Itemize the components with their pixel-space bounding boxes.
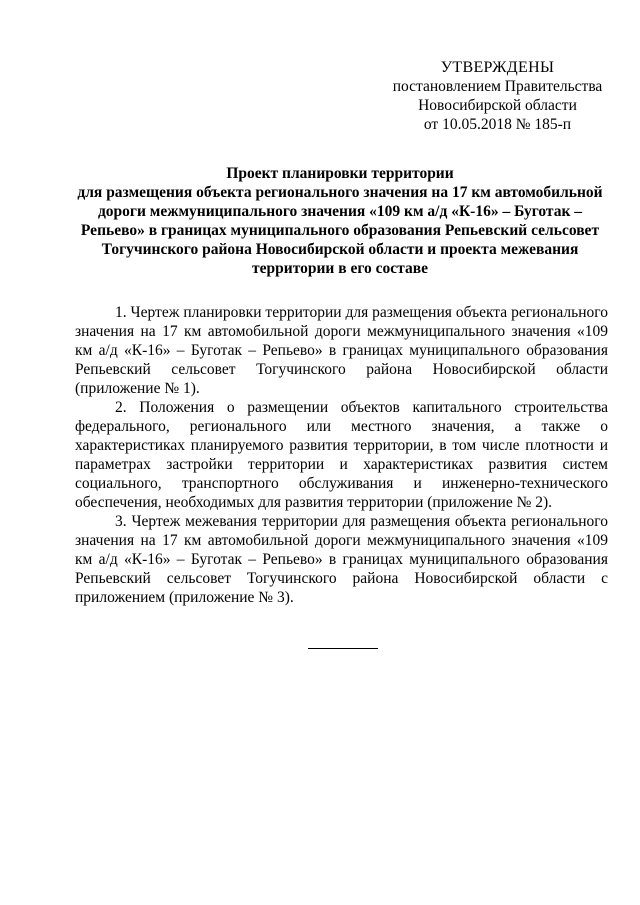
- approval-line: Новосибирской области: [418, 97, 577, 114]
- approval-line: постановлением Правительства: [392, 78, 603, 95]
- approval-heading: УТВЕРЖДЕНЫ: [440, 59, 555, 76]
- approval-stamp: [380, 58, 615, 134]
- approval-date-number: от 10.05.2018 № 185-п: [423, 116, 572, 133]
- title-line: Тогучинского района Новосибирской области и проекта межевания: [101, 241, 579, 258]
- document-title: [70, 164, 610, 278]
- title-line: дороги межмуниципального значения «109 км а/д «К-16» – Буготак –: [97, 203, 583, 220]
- list-item: 3. Чертеж межевания территории для размещения объекта регионального значения на 17 км автомобильной дороги межмуниципального значения «109 км а/д «К-16» – Буготак – Репьево» в границах муниципального образования Репьевский сельсовет Тогучинского района Новосибирской области с приложением (приложение № 3).: [75, 513, 608, 606]
- title-line: для размещения объекта регионального значения на 17 км автомобильной: [77, 184, 603, 201]
- list-item: 1. Чертеж планировки территории для размещения объекта регионального значения на 17 км автомобильной дороги межмуниципального значения «109 км а/д «К-16» – Буготак – Репьево» в границах муниципального образования Репьевский сельсовет Тогучинского района Новосибирской области (приложение № 1).: [75, 304, 608, 397]
- closing-divider: [308, 648, 378, 649]
- title-line: территории в его составе: [252, 260, 428, 277]
- document-body: [75, 303, 608, 607]
- title-line: Проект планировки территории: [226, 165, 454, 182]
- title-line: Репьево» в границах муниципального образования Репьевский сельсовет: [80, 222, 600, 239]
- list-item: 2. Положения о размещении объектов капитального строительства федерального, регионального или местного значения, а также о характеристиках планируемого развития территории, в том числе плотности и параметрах застройки территории и характеристиках развития систем социального, транспортного обслуживания и инженерно-технического обеспечения, необходимых для развития территории (приложение № 2).: [75, 399, 608, 511]
